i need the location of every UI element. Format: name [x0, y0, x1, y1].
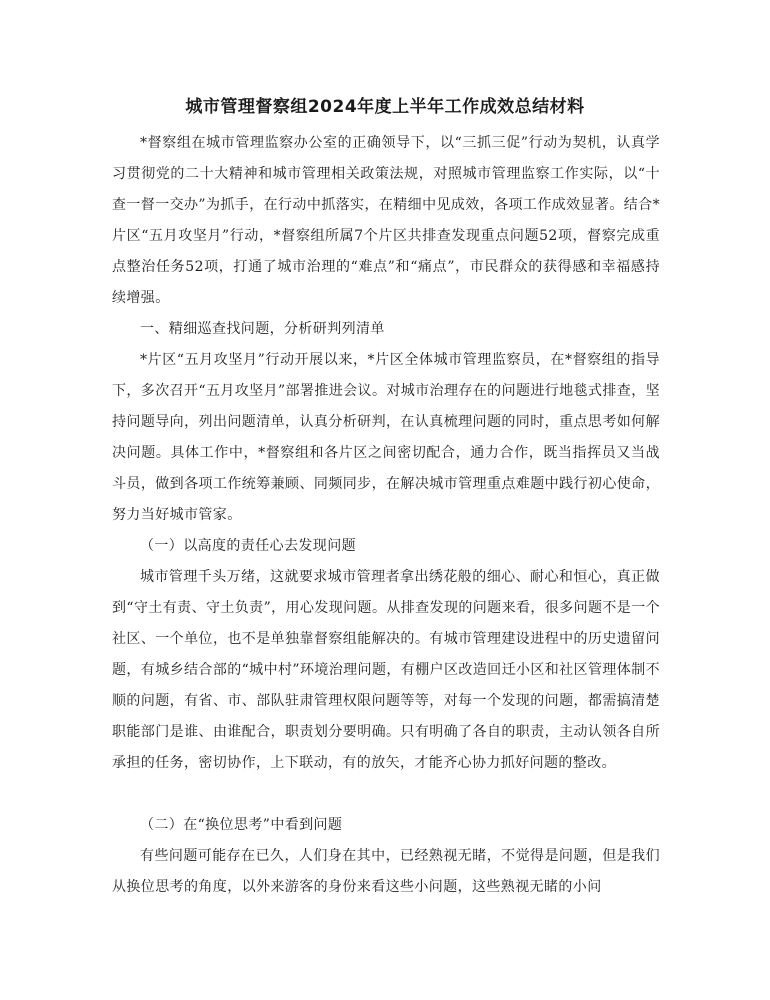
intro-paragraph: *督察组在城市管理监察办公室的正确领导下，以“三抓三促”行动为契机，认真学习贯彻党的二十大精神和城市管理相关政策法规，对照城市管理监察工作实际，以“十查一督一交办”为抓手，在行动中抓落实，在精细中见成效，各项工作成效显著。结合*片区“五月攻坚月”行动，*督察组所属7个片区共排查发现重点问题52项，督察完成重点整治任务52项，打通了城市治理的“难点”和“痛点”，市民群众的获得感和幸福感持续增强。 — [112, 135, 660, 306]
subsection-heading-1: （一）以高度的责任心去发现问题 — [140, 538, 356, 554]
subsection-heading-2: （二）在“换位思考”中看到问题 — [140, 817, 343, 833]
subsection-2-paragraph: 有些问题可能存在已久，人们身在其中，已经熟视无睹，不觉得是问题，但是我们从换位思考的角度，以外来游客的身份来看这些小问题，这些熟视无睹的小问 — [112, 848, 660, 895]
section-heading-1: 一、精细巡查找问题，分析研判列清单 — [140, 321, 385, 337]
subsection-1-paragraph: 城市管理千头万绪，这就要求城市管理者拿出绣花般的细心、耐心和恒心，真正做到“守土有责、守土负责”，用心发现问题。从排查发现的问题来看，很多问题不是一个社区、一个单位，也不是单独靠督察组能解决的。有城市管理建设进程中的历史遗留问题，有城乡结合部的“城中村”环境治理问题，有棚户区改造回迁小区和社区管理体制不顺的问题，有省、市、部队驻肃管理权限问题等等，对每一个发现的问题，都需搞清楚职能部门是谁、由谁配合，职责划分要明确。只有明确了各自的职责，主动认领各自所承担的任务，密切协作，上下联动，有的放矢，才能齐心协力抓好问题的整改。 — [112, 569, 660, 771]
section-1-paragraph: *片区“五月攻坚月”行动开展以来，*片区全体城市管理监察员，在*督察组的指导下，多次召开“五月攻坚月”部署推进会议。对城市治理存在的问题进行地毯式排查，坚持问题导向，列出问题清单，认真分析研判，在认真梳理问题的同时，重点思考如何解决问题。具体工作中，*督察组和各片区之间密切配合，通力合作，既当指挥员又当战斗员，做到各项工作统筹兼顾、同频同步，在解决城市管理重点难题中践行初心使命，努力当好城市管家。 — [112, 352, 660, 523]
document-title: 城市管理督察组2024年度上半年工作成效总结材料 — [185, 97, 585, 117]
